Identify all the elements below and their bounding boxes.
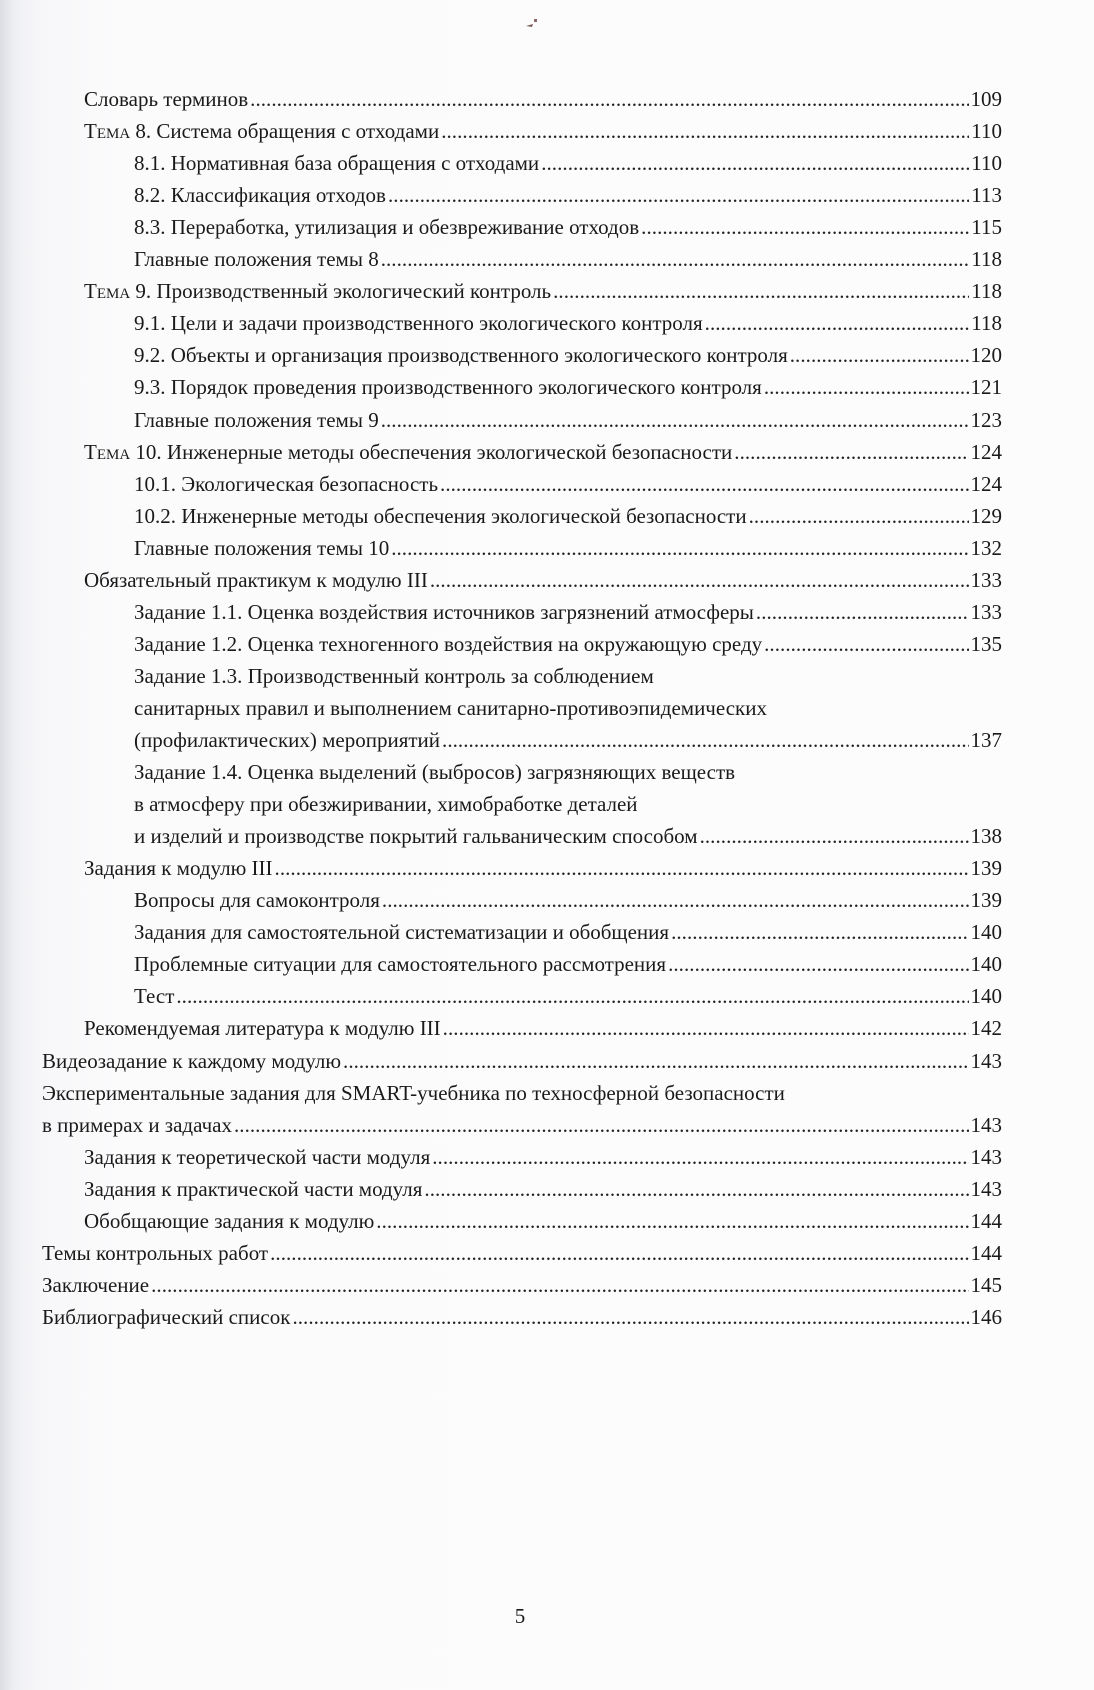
toc-entry-text: 9.1. Цели и задачи производственного экологического контроля [134,311,703,336]
toc-entry-title [134,691,767,726]
toc-entry-text: Вопросы для самоконтроля [134,888,380,913]
toc-entry[interactable] [134,403,1002,438]
toc-entry[interactable] [134,819,1002,854]
toc-page-number: 143 [970,1144,1002,1169]
dot-leader [443,1011,969,1046]
toc-page-number: 140 [970,952,1002,977]
toc-entry-title [84,1011,441,1046]
toc-entry-text: Задания к практической части модуля [84,1176,423,1201]
toc-page-number: 121 [970,375,1002,400]
toc-entry[interactable] [134,338,1002,373]
toc-page-number: 110 [971,119,1002,144]
toc-page-number: 146 [970,1304,1002,1329]
toc-entry-text: Тест [134,984,175,1009]
toc-entry-title [134,146,539,181]
toc-entry-text: Рекомендуемая литература к модулю III [84,1016,441,1041]
toc-entry-title [42,1300,290,1335]
toc-entry[interactable] [42,1268,1002,1303]
toc-entry-text: Библиографический список [42,1304,291,1329]
dot-leader [234,1108,969,1143]
toc-page-number: 138 [970,824,1002,849]
toc-entry[interactable] [134,467,1002,502]
toc-entry-title [134,787,638,822]
toc-entry[interactable] [84,563,1002,598]
toc-page-number: 124 [970,471,1002,496]
dot-leader [700,819,969,854]
toc-page-number: 118 [971,311,1002,336]
toc-entry[interactable] [134,306,1002,341]
toc-entry-text: Задание 1.2. Оценка техногенного воздействия на окружающую среду [134,631,763,656]
toc-entry[interactable] [134,370,1002,405]
toc-entry-text: Задания к модулю III [84,856,273,881]
toc-entry[interactable] [134,723,1002,758]
toc-page-number: 137 [970,728,1002,752]
toc-page-number: 135 [970,631,1002,656]
toc-entry-text: Проблемные ситуации для самостоятельного рассмотрения [134,952,667,977]
toc-entry[interactable] [134,531,1002,566]
toc-entry-text: санитарных правил и выполнением санитарно-противоэпидемических [134,695,767,720]
toc-entry-text: Главные положения темы 10 [134,535,390,560]
dot-leader [764,370,969,405]
toc-entry-text: (профилактических) мероприятий [134,728,441,752]
toc-entry-text: Темы контрольных работ [42,1240,269,1265]
toc-entry-title [134,819,698,854]
toc-entry-title [134,306,703,341]
dot-leader [250,82,968,117]
toc-page-number: 133 [970,599,1002,624]
toc-entry[interactable] [42,1076,785,1111]
toc-entry-title [84,563,428,598]
toc-entry[interactable] [84,1140,1002,1175]
toc-entry-text: Видеозадание к каждому модулю [42,1048,342,1073]
toc-entry-text: в примерах и задачах [42,1112,232,1137]
scan-speck-mark [524,16,540,32]
toc-page-number: 110 [971,151,1002,176]
toc-entry-title [134,883,380,918]
toc-entry[interactable] [134,787,638,822]
toc-entry[interactable] [84,435,1002,470]
toc-entry[interactable] [134,883,1002,918]
toc-entry-title [42,1108,232,1143]
toc-entry[interactable] [84,851,1002,886]
dot-leader [749,499,969,534]
dot-leader [671,915,968,950]
toc-page-number: 120 [970,343,1002,368]
toc-page-number: 124 [970,439,1002,464]
toc-page-number: 140 [970,984,1002,1009]
toc-page-number: 132 [970,535,1002,560]
toc-entry[interactable] [134,947,1002,982]
toc-entry-title [84,114,439,149]
toc-entry[interactable] [84,114,1002,149]
toc-entry-title [134,755,735,790]
toc-entry-text: 9.2. Объекты и организация производственного экологического контроля [134,343,788,368]
toc-entry-title [134,242,379,277]
toc-entry-title [84,435,732,470]
toc-entry[interactable] [42,1300,1002,1335]
toc-entry[interactable] [42,1236,1002,1271]
toc-entry[interactable] [134,146,1002,181]
dot-leader [441,114,969,149]
toc-entry-text: Задание 1.4. Оценка выделений (выбросов) загрязняющих веществ [134,760,736,785]
toc-entry-title [134,979,174,1014]
toc-entry-title [134,210,639,245]
toc-page-number: 109 [970,87,1002,111]
toc-entry-text: Заключение [42,1272,150,1297]
toc-entry[interactable] [84,274,1002,309]
toc-entry-text: 10. Инженерные методы обеспечения экологической безопасности [130,439,733,464]
toc-page-number: 113 [971,183,1002,208]
toc-entry-title [134,338,788,373]
toc-entry-title [134,659,654,694]
dot-leader [292,1300,968,1335]
dot-leader [641,210,969,245]
toc-entry-text: 9. Производственный экологический контроль [130,279,552,304]
toc-entry-text: Задания для самостоятельной систематизации и обобщения [134,920,670,945]
toc-entry-text: Главные положения темы 9 [134,407,379,432]
toc-entry-title [134,467,438,502]
toc-entry[interactable] [134,210,1002,245]
toc-entry-title [84,1140,430,1175]
dot-leader [734,435,968,470]
toc-entry-text: и изделий и производстве покрытий гальваническим способом [134,824,698,849]
toc-page-number: 133 [970,567,1002,592]
toc-entry-text: 8.2. Классификация отходов [134,183,386,208]
dot-leader [424,1172,968,1207]
dot-leader [381,242,970,277]
toc-entry-title [134,531,389,566]
toc-entry-text: 8.1. Нормативная база обращения с отходами [134,151,540,176]
dot-leader [270,1236,968,1271]
dot-leader [705,306,970,341]
toc-entry-title [134,595,754,630]
toc-topic-word: Тема [84,119,131,144]
toc-entry[interactable] [84,1011,1002,1046]
toc-entry-title [134,403,379,438]
dot-leader [442,723,968,758]
toc-entry-title [42,1044,341,1079]
toc-topic-word: Тема [84,279,131,304]
toc-page-number: 129 [970,503,1002,528]
toc-topic-word: Тема [84,439,131,464]
toc-entry[interactable] [134,755,735,790]
toc-entry-title [42,1236,268,1271]
dot-leader [440,467,968,502]
toc-entry[interactable] [134,627,1002,662]
dot-leader [343,1044,968,1079]
dot-leader [176,979,968,1014]
toc-page-number: 140 [970,920,1002,945]
toc-entry-text: Экспериментальные задания для SMART-учебника по техносферной безопасности [42,1080,785,1105]
dot-leader [275,851,969,886]
dot-leader [381,403,969,438]
dot-leader [382,883,969,918]
dot-leader [430,563,969,598]
toc-entry-title [84,1204,374,1239]
dot-leader [790,338,969,373]
page-number: 5 [514,1604,526,1628]
toc-entry-title [84,82,248,117]
dot-leader [553,274,969,309]
dot-leader [764,627,968,662]
toc-entry-title [134,627,762,662]
toc-entry[interactable] [134,659,654,694]
dot-leader [432,1140,968,1175]
toc-entry[interactable] [134,691,767,726]
dot-leader [756,595,969,630]
toc-entry-title [134,723,440,758]
toc-entry-text: 9.3. Порядок проведения производственного экологического контроля [134,375,762,400]
toc-page-number: 139 [970,856,1002,881]
toc-entry[interactable] [42,1108,1002,1143]
toc-entry-text: Задание 1.1. Оценка воздействия источников загрязнений атмосферы [134,599,754,624]
toc-entry-title [134,499,747,534]
dot-leader [376,1204,968,1239]
toc-entry-title [134,370,762,405]
toc-entry-title [42,1076,785,1111]
toc-entry-text: Обязательный практикум к модулю III [84,567,428,592]
toc-entry[interactable] [134,595,1002,630]
toc-entry-text: в атмосферу при обезжиривании, химобработке деталей [134,792,638,817]
toc-entry-text: 10.1. Экологическая безопасность [134,471,439,496]
toc-entry-text: Обобщающие задания к модулю [84,1208,375,1233]
dot-leader [151,1268,968,1303]
toc-page-number: 144 [970,1208,1002,1233]
toc-entry[interactable] [84,82,1002,117]
dot-leader [541,146,969,181]
toc-entry[interactable] [134,915,1002,950]
toc-entry-title [84,274,551,309]
toc-page-number: 123 [970,407,1002,432]
toc-page-number: 118 [971,247,1002,272]
toc-entry-title [84,851,273,886]
toc-page-number: 118 [971,279,1002,304]
toc-page-number: 142 [970,1016,1002,1041]
dot-leader [388,178,969,213]
toc-entry-text: 10.2. Инженерные методы обеспечения экологической безопасности [134,503,747,528]
toc-page-number: 115 [971,215,1002,240]
toc-entry[interactable] [134,979,1002,1014]
toc-entry-title [134,915,669,950]
toc-page-number: 143 [970,1112,1002,1137]
toc-page-number: 145 [970,1272,1002,1297]
toc-entry[interactable] [42,1044,1002,1079]
toc-entry[interactable] [134,242,1002,277]
toc-entry-title [134,947,666,982]
dot-leader [668,947,968,982]
toc-entry[interactable] [84,1172,1002,1207]
toc-entry-text: 8.3. Переработка, утилизация и обезвреживание отходов [134,215,640,240]
toc-entry-text: Главные положения темы 8 [134,247,379,272]
toc-entry[interactable] [84,1204,1002,1239]
toc-page-number: 144 [970,1240,1002,1265]
toc-entry-title [84,1172,422,1207]
dot-leader [391,531,968,566]
toc-entry[interactable] [134,178,1002,213]
toc-page-number: 143 [970,1176,1002,1201]
toc-entry-text: Задание 1.3. Производственный контроль за соблюдением [134,663,654,688]
toc-entry-text: Задания к теоретической части модуля [84,1144,431,1169]
toc-entry-text: 8. Система обращения с отходами [130,119,440,144]
toc-page-number: 143 [970,1048,1002,1073]
toc-entry-title [42,1268,149,1303]
toc-page-number: 139 [970,888,1002,913]
toc-entry[interactable] [134,499,1002,534]
toc-entry-text: Словарь терминов [84,87,249,111]
toc-entry-title [134,178,386,213]
